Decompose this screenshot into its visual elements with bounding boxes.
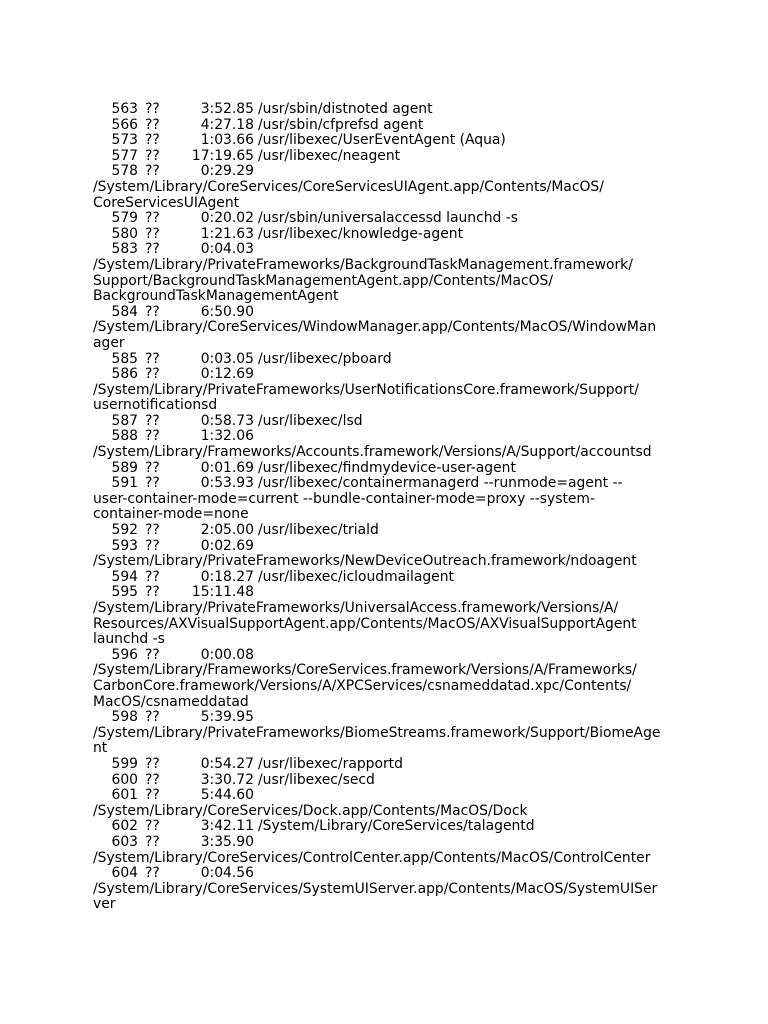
process-row bbox=[93, 305, 683, 321]
process-entry bbox=[93, 414, 683, 430]
process-tty: ?? bbox=[145, 428, 160, 445]
process-tty: ?? bbox=[145, 709, 160, 726]
process-command-continuation: /System/Library/Frameworks/Accounts.framework/Versions/A/Support/accountsd bbox=[93, 444, 652, 461]
process-pid: 602 bbox=[111, 818, 138, 835]
process-command-continuation: nt bbox=[93, 740, 108, 757]
process-pid: 585 bbox=[111, 350, 138, 367]
process-time: 1:03.66 bbox=[200, 132, 254, 149]
process-row bbox=[93, 710, 683, 726]
process-command-continuation: ver bbox=[93, 896, 116, 913]
process-row bbox=[93, 476, 683, 492]
process-command: /usr/libexec/UserEventAgent (Aqua) bbox=[258, 132, 506, 149]
process-time: 2:05.00 bbox=[200, 522, 254, 539]
process-pid: 586 bbox=[111, 366, 138, 383]
process-command-continuation: /System/Library/PrivateFrameworks/UserNotificationsCore.framework/Support/ bbox=[93, 381, 639, 398]
process-row bbox=[93, 819, 683, 835]
process-row bbox=[93, 429, 683, 445]
process-tty: ?? bbox=[145, 522, 160, 539]
process-row bbox=[93, 570, 683, 586]
process-pid: 578 bbox=[111, 163, 138, 180]
process-pid: 573 bbox=[111, 132, 138, 149]
process-row bbox=[93, 788, 683, 804]
process-time: 3:42.11 bbox=[200, 818, 254, 835]
process-time: 0:18.27 bbox=[200, 568, 254, 585]
process-tty: ?? bbox=[145, 787, 160, 804]
process-entry bbox=[93, 819, 683, 835]
process-command-continuation: /System/Library/CoreServices/Dock.app/Contents/MacOS/Dock bbox=[93, 802, 528, 819]
process-time: 0:00.08 bbox=[200, 646, 254, 663]
process-pid: 604 bbox=[111, 865, 138, 882]
process-row bbox=[93, 539, 683, 555]
process-pid: 594 bbox=[111, 568, 138, 585]
process-time: 3:30.72 bbox=[200, 771, 254, 788]
process-entry bbox=[93, 773, 683, 789]
process-pid: 579 bbox=[111, 210, 138, 227]
process-pid: 588 bbox=[111, 428, 138, 445]
process-command: /usr/libexec/neagent bbox=[258, 147, 401, 164]
process-command-continuation: /System/Library/PrivateFrameworks/BiomeStreams.framework/Support/BiomeAge bbox=[93, 724, 661, 741]
process-row bbox=[93, 835, 683, 851]
process-command: /System/Library/CoreServices/talagentd bbox=[258, 818, 535, 835]
process-entry bbox=[93, 476, 683, 523]
process-time: 5:39.95 bbox=[200, 709, 254, 726]
process-pid: 600 bbox=[111, 771, 138, 788]
process-row bbox=[93, 164, 683, 180]
process-row bbox=[93, 461, 683, 477]
process-entry bbox=[93, 118, 683, 134]
process-tty: ?? bbox=[145, 241, 160, 258]
process-tty: ?? bbox=[145, 475, 160, 492]
process-tty: ?? bbox=[145, 303, 160, 320]
process-entry bbox=[93, 835, 683, 866]
process-command-continuation: CarbonCore.framework/Versions/A/XPCServices/csnameddatad.xpc/Contents/ bbox=[93, 677, 632, 694]
process-tty: ?? bbox=[145, 350, 160, 367]
process-tty: ?? bbox=[145, 101, 160, 117]
process-pid: 598 bbox=[111, 709, 138, 726]
process-tty: ?? bbox=[145, 865, 160, 882]
process-command-continuation: user-container-mode=current --bundle-container-mode=proxy --system- bbox=[93, 490, 595, 507]
process-tty: ?? bbox=[145, 132, 160, 149]
process-command: /usr/libexec/secd bbox=[258, 771, 375, 788]
process-command-continuation: /System/Library/CoreServices/ControlCenter.app/Contents/MacOS/ControlCenter bbox=[93, 849, 651, 866]
process-pid: 596 bbox=[111, 646, 138, 663]
process-command-continuation: Resources/AXVisualSupportAgent.app/Contents/MacOS/AXVisualSupportAgent bbox=[93, 615, 637, 632]
process-pid: 592 bbox=[111, 522, 138, 539]
process-row bbox=[93, 648, 683, 664]
process-entry bbox=[93, 242, 683, 304]
process-row bbox=[93, 523, 683, 539]
process-command: /usr/sbin/universalaccessd launchd -s bbox=[258, 210, 519, 227]
process-time: 0:04.56 bbox=[200, 865, 254, 882]
process-entry bbox=[93, 164, 683, 211]
process-row bbox=[93, 866, 683, 882]
process-tty: ?? bbox=[145, 210, 160, 227]
process-row bbox=[93, 585, 683, 601]
process-command-continuation: launchd -s bbox=[93, 631, 165, 648]
process-entry bbox=[93, 788, 683, 819]
process-pid: 583 bbox=[111, 241, 138, 258]
process-command: /usr/sbin/cfprefsd agent bbox=[258, 116, 424, 133]
process-command-continuation: Support/BackgroundTaskManagementAgent.app/Contents/MacOS/ bbox=[93, 272, 554, 289]
process-time: 0:12.69 bbox=[200, 366, 254, 383]
process-entry bbox=[93, 539, 683, 570]
process-time: 15:11.48 bbox=[191, 584, 254, 601]
process-command-continuation: /System/Library/CoreServices/WindowManager.app/Contents/MacOS/WindowMan bbox=[93, 319, 657, 336]
process-time: 1:21.63 bbox=[200, 225, 254, 242]
process-tty: ?? bbox=[145, 771, 160, 788]
process-time: 1:32.06 bbox=[200, 428, 254, 445]
process-row bbox=[93, 211, 683, 227]
process-entry bbox=[93, 149, 683, 165]
process-tty: ?? bbox=[145, 412, 160, 429]
process-entry bbox=[93, 866, 683, 913]
process-pid: 595 bbox=[111, 584, 138, 601]
process-pid: 591 bbox=[111, 475, 138, 492]
process-entry bbox=[93, 352, 683, 368]
process-entry bbox=[93, 461, 683, 477]
process-tty: ?? bbox=[145, 116, 160, 133]
process-tty: ?? bbox=[145, 833, 160, 850]
process-pid: 563 bbox=[111, 101, 138, 117]
process-tty: ?? bbox=[145, 568, 160, 585]
process-pid: 587 bbox=[111, 412, 138, 429]
process-pid: 599 bbox=[111, 755, 138, 772]
process-command-continuation: /System/Library/CoreServices/CoreServicesUIAgent.app/Contents/MacOS/ bbox=[93, 178, 604, 195]
process-command-continuation: /System/Library/PrivateFrameworks/BackgroundTaskManagement.framework/ bbox=[93, 256, 633, 273]
process-tty: ?? bbox=[145, 225, 160, 242]
process-time: 5:44.60 bbox=[200, 787, 254, 804]
process-time: 0:54.27 bbox=[200, 755, 254, 772]
process-command: /usr/libexec/findmydevice-user-agent bbox=[258, 459, 516, 476]
process-tty: ?? bbox=[145, 584, 160, 601]
process-command-continuation: BackgroundTaskManagementAgent bbox=[93, 288, 339, 305]
process-row bbox=[93, 118, 683, 134]
process-entry bbox=[93, 102, 683, 118]
process-tty: ?? bbox=[145, 818, 160, 835]
process-pid: 593 bbox=[111, 537, 138, 554]
process-pid: 603 bbox=[111, 833, 138, 850]
process-tty: ?? bbox=[145, 537, 160, 554]
process-entry bbox=[93, 305, 683, 352]
process-pid: 601 bbox=[111, 787, 138, 804]
process-entry bbox=[93, 429, 683, 460]
process-command-continuation: /System/Library/Frameworks/CoreServices.framework/Versions/A/Frameworks/ bbox=[93, 662, 637, 679]
process-command: /usr/libexec/rapportd bbox=[258, 755, 403, 772]
process-tty: ?? bbox=[145, 459, 160, 476]
process-command-continuation: CoreServicesUIAgent bbox=[93, 194, 240, 211]
process-tty: ?? bbox=[145, 147, 160, 164]
process-pid: 584 bbox=[111, 303, 138, 320]
process-pid: 589 bbox=[111, 459, 138, 476]
process-time: 0:20.02 bbox=[200, 210, 254, 227]
process-tty: ?? bbox=[145, 366, 160, 383]
process-command-continuation: MacOS/csnameddatad bbox=[93, 693, 249, 710]
process-entry bbox=[93, 133, 683, 149]
process-command-continuation: /System/Library/CoreServices/SystemUIServer.app/Contents/MacOS/SystemUISer bbox=[93, 880, 658, 897]
process-entry bbox=[93, 367, 683, 414]
process-row bbox=[93, 227, 683, 243]
process-tty: ?? bbox=[145, 755, 160, 772]
process-time: 4:27.18 bbox=[200, 116, 254, 133]
process-command-continuation: usernotificationsd bbox=[93, 397, 218, 414]
process-time: 0:03.05 bbox=[200, 350, 254, 367]
process-command-continuation: ager bbox=[93, 334, 125, 351]
process-row bbox=[93, 773, 683, 789]
process-row bbox=[93, 414, 683, 430]
process-command: /usr/libexec/containermanagerd --runmode=agent -- bbox=[258, 475, 623, 492]
process-entry bbox=[93, 585, 683, 647]
process-entry bbox=[93, 710, 683, 757]
process-row bbox=[93, 352, 683, 368]
process-command: /usr/libexec/knowledge-agent bbox=[258, 225, 464, 242]
process-pid: 577 bbox=[111, 147, 138, 164]
process-listing bbox=[93, 102, 683, 913]
process-time: 3:52.85 bbox=[200, 101, 254, 117]
process-time: 17:19.65 bbox=[191, 147, 254, 164]
process-row bbox=[93, 133, 683, 149]
process-entry bbox=[93, 570, 683, 586]
process-row bbox=[93, 102, 683, 118]
process-entry bbox=[93, 757, 683, 773]
process-pid: 566 bbox=[111, 116, 138, 133]
process-time: 3:35.90 bbox=[200, 833, 254, 850]
process-tty: ?? bbox=[145, 646, 160, 663]
process-pid: 580 bbox=[111, 225, 138, 242]
process-time: 0:53.93 bbox=[200, 475, 254, 492]
process-row bbox=[93, 367, 683, 383]
process-time: 6:50.90 bbox=[200, 303, 254, 320]
process-entry bbox=[93, 227, 683, 243]
process-time: 0:02.69 bbox=[200, 537, 254, 554]
process-command: /usr/sbin/distnoted agent bbox=[258, 101, 433, 117]
process-command-continuation: container-mode=none bbox=[93, 506, 249, 523]
process-entry bbox=[93, 523, 683, 539]
process-command: /usr/libexec/lsd bbox=[258, 412, 363, 429]
process-entry bbox=[93, 211, 683, 227]
process-command: /usr/libexec/pboard bbox=[258, 350, 392, 367]
process-tty: ?? bbox=[145, 163, 160, 180]
process-command: /usr/libexec/icloudmailagent bbox=[258, 568, 454, 585]
process-time: 0:01.69 bbox=[200, 459, 254, 476]
process-command-continuation: /System/Library/PrivateFrameworks/UniversalAccess.framework/Versions/A/ bbox=[93, 600, 619, 616]
process-command-continuation: /System/Library/PrivateFrameworks/NewDeviceOutreach.framework/ndoagent bbox=[93, 553, 637, 570]
process-row bbox=[93, 242, 683, 258]
process-entry bbox=[93, 648, 683, 710]
process-time: 0:58.73 bbox=[200, 412, 254, 429]
process-row bbox=[93, 149, 683, 165]
process-time: 0:29.29 bbox=[200, 163, 254, 180]
process-time: 0:04.03 bbox=[200, 241, 254, 258]
process-row bbox=[93, 757, 683, 773]
process-command: /usr/libexec/triald bbox=[258, 522, 379, 539]
